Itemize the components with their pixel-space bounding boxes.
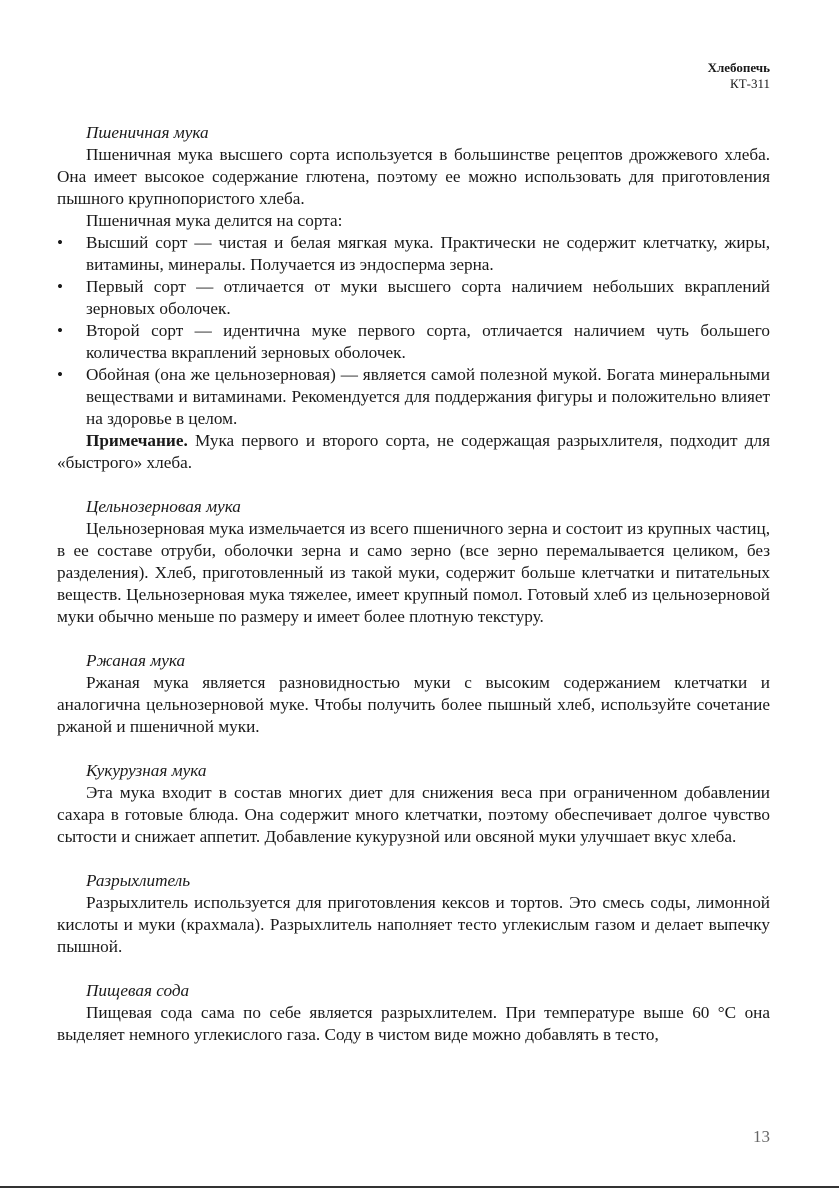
section-wheat-flour <box>57 122 770 474</box>
paragraph: Ржаная мука является разновидностью муки с высоким содержанием клетчатки и аналогична цельнозерновой муке. Чтобы получить более пышный хлеб, используйте сочетание ржаной и пшеничной муки. <box>57 673 770 736</box>
note-label: Примечание. <box>86 431 188 450</box>
page-header <box>708 60 770 92</box>
bullet-icon: • <box>57 365 64 384</box>
section-wholegrain-flour <box>57 496 770 628</box>
paragraph: Эта мука входит в состав многих диет для снижения веса при ограниченном добавлении сахара в готовые блюда. Она содержит много клетчатки, поэтому обеспечивает долгое чувство сытости и снижает аппетит. Добавление кукурузной или овсяной муки улучшает вкус хлеба. <box>57 783 770 846</box>
list-item <box>57 364 770 430</box>
bullet-icon: • <box>57 233 64 252</box>
section-title-corn-flour: Кукурузная мука <box>86 761 207 780</box>
section-title-baking-soda: Пищевая сода <box>86 981 190 1000</box>
flour-grades-list <box>57 232 770 430</box>
list-item-text: Второй сорт — идентична муке первого сорта, отличается наличием чуть большего количества вкраплений зерновых оболочек. <box>86 321 770 362</box>
paragraph: Разрыхлитель используется для приготовления кексов и тортов. Это смесь соды, лимонной кислоты и муки (крахмала). Разрыхлитель наполняет тесто углекислым газом и делает выпечку пышной. <box>57 893 770 956</box>
header-model: КТ-311 <box>730 76 770 91</box>
section-title-wholegrain-flour: Цельнозерновая мука <box>86 497 241 516</box>
bullet-icon: • <box>57 277 64 296</box>
paragraph: Пищевая сода сама по себе является разрыхлителем. При температуре выше 60 °С она выделяет немного углекислого газа. Соду в чистом виде можно добавлять в тесто, <box>57 1003 770 1044</box>
list-item <box>57 232 770 276</box>
paragraph: Цельнозерновая мука измельчается из всего пшеничного зерна и состоит из крупных частиц, в ее составе отруби, оболочки зерна и само зерно (все зерно перемалывается целиком, без разделения). Хлеб, приготовленный из такой муки, содержит больше клетчатки и питательных веществ. Цельнозерновая мука тяжелее, имеет крупный помол. Готовый хлеб из цельнозерновой муки обычно меньше по размеру и имеет более плотную текстуру. <box>57 519 770 626</box>
section-baking-soda <box>57 980 770 1046</box>
page-content <box>57 122 770 1046</box>
paragraph: Пшеничная мука делится на сорта: <box>86 211 343 230</box>
header-brand: Хлебопечь <box>707 60 770 75</box>
section-title-baking-powder: Разрыхлитель <box>86 871 191 890</box>
section-corn-flour <box>57 760 770 848</box>
paragraph: Пшеничная мука высшего сорта используется в большинстве рецептов дрожжевого хлеба. Она имеет высокое содержание глютена, поэтому ее можно использовать для приготовления пышного крупнопористого хлеба. <box>57 145 770 208</box>
list-item-text: Первый сорт — отличается от муки высшего сорта наличием небольших вкраплений зерновых оболочек. <box>86 277 770 318</box>
bullet-icon: • <box>57 321 64 340</box>
list-item-text: Высший сорт — чистая и белая мягкая мука. Практически не содержит клетчатку, жиры, витамины, минералы. Получается из эндосперма зерна. <box>86 233 770 274</box>
list-item-text: Обойная (она же цельнозерновая) — является самой полезной мукой. Богата минеральными веществами и витаминами. Рекомендуется для поддержания фигуры и положительно влияет на здоровье в целом. <box>86 365 770 428</box>
page-number: 13 <box>753 1127 770 1146</box>
list-item <box>57 320 770 364</box>
section-baking-powder <box>57 870 770 958</box>
note-paragraph <box>57 430 770 474</box>
section-title-rye-flour: Ржаная мука <box>86 651 186 670</box>
section-rye-flour <box>57 650 770 738</box>
note-text: Мука первого и второго сорта, не содержащая разрыхлителя, подходит для «быстрого» хлеба. <box>57 431 770 472</box>
list-item <box>57 276 770 320</box>
section-title-wheat-flour: Пшеничная мука <box>86 123 209 142</box>
